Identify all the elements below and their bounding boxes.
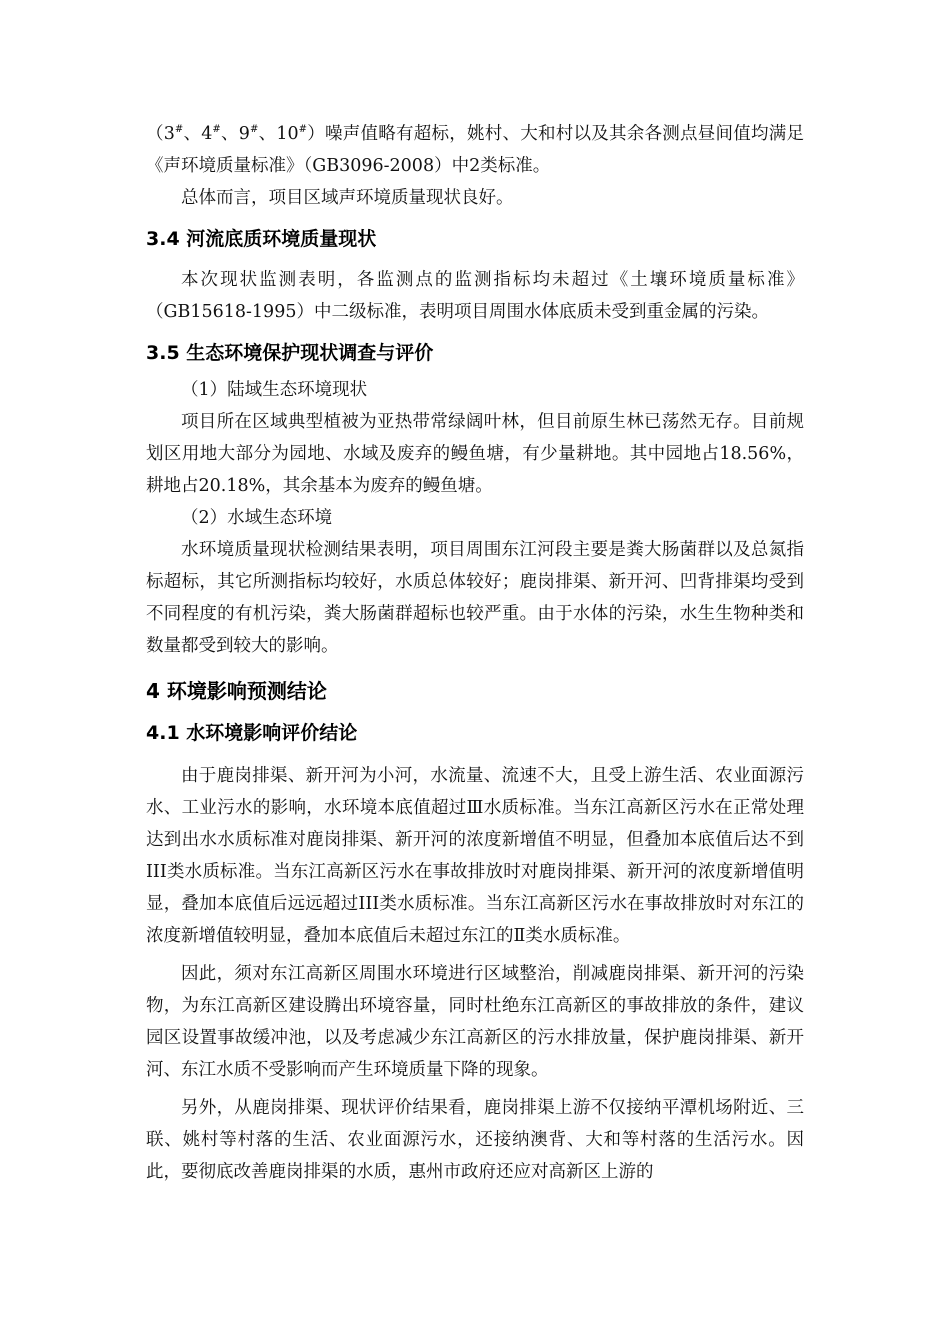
- superscript-mark: #: [249, 124, 259, 136]
- superscript-mark: #: [298, 124, 308, 136]
- text-run: 、10: [258, 124, 299, 144]
- text-run: ）噪声值略有超标，姚村、大和村以及其余各测点昼间值均满足《声环境质量标准》（GB3096-2008）中2类标准。: [146, 124, 805, 176]
- water-impact-paragraph: 由于鹿岗排渠、新开河为小河，水流量、流速不大，且受上游生活、农业面源污水、工业污水的影响，水环境本底值超过Ⅲ水质标准。当东江高新区污水在正常处理达到出水水质标准对鹿岗排渠、新开河的浓度新增值不明显，但叠加本底值后达不到III类水质标准。当东江高新区污水在事故排放时对鹿岗排渠、新开河的浓度新增值明显，叠加本底值后远远超过III类水质标准。当东江高新区污水在事故排放时对东江的浓度新增值较明显，叠加本底值后未超过东江的Ⅱ类水质标准。: [146, 766, 804, 946]
- list-item-aquatic: （2）水域生态环境: [181, 508, 333, 528]
- text-run: （3: [146, 124, 175, 144]
- remediation-paragraph: 因此，须对东江高新区周围水环境进行区域整治，削减鹿岗排渠、新开河的污染物，为东江高新区建设腾出环境容量，同时杜绝东江高新区的事故排放的条件，建议园区设置事故缓冲池，以及考虑减少东江高新区的污水排放量，保护鹿岗排渠、新开河、东江水质不受影响而产生环境质量下降的现象。: [146, 964, 804, 1080]
- text-run: 、9: [220, 124, 250, 144]
- noise-summary-paragraph: 总体而言，项目区域声环境质量现状良好。: [181, 188, 514, 208]
- terrestrial-paragraph: 项目所在区域典型植被为亚热带常绿阔叶林，但目前原生林已荡然无存。目前规划区用地大部分为园地、水域及废弃的鳗鱼塘，有少量耕地。其中园地占18.56%，耕地占20.18%，其余基本为废弃的鳗鱼塘。: [146, 412, 804, 496]
- section-heading-4-1: 4.1 水环境影响评价结论: [146, 722, 358, 744]
- section-heading-4: 4 环境影响预测结论: [146, 679, 327, 703]
- superscript-mark: #: [174, 124, 184, 136]
- noise-paragraph: [146, 118, 804, 182]
- sediment-paragraph: 本次现状监测表明，各监测点的监测指标均未超过《土壤环境质量标准》（GB15618-1995）中二级标准，表明项目周围水体底质未受到重金属的污染。: [146, 270, 804, 322]
- text-run: 、4: [183, 124, 213, 144]
- section-heading-3-5: 3.5 生态环境保护现状调查与评价: [146, 342, 434, 364]
- list-item-terrestrial: （1）陆域生态环境现状: [181, 380, 368, 400]
- aquatic-paragraph: 水环境质量现状检测结果表明，项目周围东江河段主要是粪大肠菌群以及总氮指标超标，其它所测指标均较好，水质总体较好；鹿岗排渠、新开河、凹背排渠均受到不同程度的有机污染，粪大肠菌群超标也较严重。由于水体的污染，水生生物种类和数量都受到较大的影响。: [146, 540, 804, 656]
- section-heading-3-4: 3.4 河流底质环境质量现状: [146, 228, 377, 250]
- upstream-paragraph: 另外，从鹿岗排渠、现状评价结果看，鹿岗排渠上游不仅接纳平潭机场附近、三联、姚村等村落的生活、农业面源污水，还接纳澳背、大和等村落的生活污水。因此，要彻底改善鹿岗排渠的水质，惠州市政府还应对高新区上游的: [146, 1098, 804, 1182]
- superscript-mark: #: [212, 124, 221, 136]
